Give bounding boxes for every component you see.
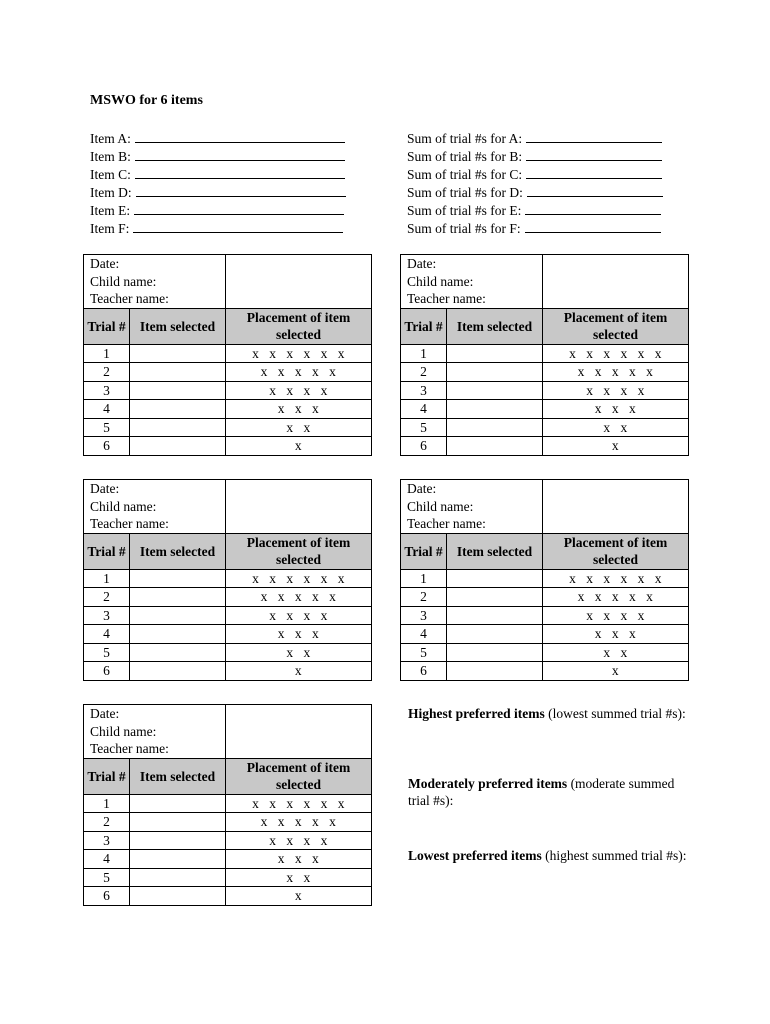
sum-f-row <box>407 220 663 238</box>
date-field[interactable] <box>226 255 372 273</box>
item-selected-header: Item selected <box>130 758 226 794</box>
placement-marks[interactable]: x <box>226 887 372 906</box>
trial-number: 4 <box>84 400 130 419</box>
table-row <box>84 868 372 887</box>
item-list <box>90 130 346 238</box>
item-d-field[interactable] <box>136 184 346 197</box>
trial-number: 6 <box>84 437 130 456</box>
placement-marks[interactable]: x x <box>226 643 372 662</box>
sum-a-field[interactable] <box>526 130 662 143</box>
date-field[interactable] <box>543 480 689 498</box>
teacher-name-label: Teacher name: <box>401 290 543 308</box>
table-row <box>401 418 689 437</box>
trial-sheet-2 <box>400 254 689 456</box>
item-selected-cell[interactable] <box>130 813 226 832</box>
trial-number: 2 <box>84 363 130 382</box>
date-label: Date: <box>84 480 226 498</box>
placement-marks[interactable]: x x x x x <box>226 813 372 832</box>
trial-number: 3 <box>401 381 447 400</box>
lowest-preferred-note <box>408 847 698 864</box>
teacher-name-field[interactable] <box>543 290 689 308</box>
item-a-field[interactable] <box>135 130 345 143</box>
sum-d-label: Sum of trial #s for D: <box>407 185 523 200</box>
item-selected-cell[interactable] <box>447 381 543 400</box>
table-row <box>84 363 372 382</box>
child-name-field[interactable] <box>226 498 372 516</box>
placement-marks[interactable]: x <box>226 437 372 456</box>
child-name-label: Child name: <box>84 498 226 516</box>
item-selected-cell[interactable] <box>447 400 543 419</box>
placement-marks[interactable]: x <box>543 437 689 456</box>
item-selected-cell[interactable] <box>130 794 226 813</box>
highest-preferred-note <box>408 705 698 722</box>
item-selected-cell[interactable] <box>130 831 226 850</box>
item-selected-cell[interactable] <box>447 344 543 363</box>
trial-header: Trial # <box>84 308 130 344</box>
item-selected-cell[interactable] <box>447 588 543 607</box>
trial-number: 5 <box>401 418 447 437</box>
teacher-name-label: Teacher name: <box>84 515 226 533</box>
date-field[interactable] <box>226 705 372 723</box>
trial-header: Trial # <box>401 533 447 569</box>
trial-number: 4 <box>84 850 130 869</box>
table-row <box>401 625 689 644</box>
trial-number: 3 <box>84 381 130 400</box>
teacher-name-field[interactable] <box>226 515 372 533</box>
table-row <box>84 625 372 644</box>
trial-header: Trial # <box>84 758 130 794</box>
item-selected-cell[interactable] <box>130 850 226 869</box>
item-selected-cell[interactable] <box>130 588 226 607</box>
table-row <box>84 381 372 400</box>
placement-marks[interactable]: x x x x x x <box>226 344 372 363</box>
trial-sheet-5 <box>83 704 372 906</box>
item-selected-cell[interactable] <box>447 643 543 662</box>
trial-sheet-4 <box>400 479 689 681</box>
trial-number: 2 <box>84 588 130 607</box>
sum-b-label: Sum of trial #s for B: <box>407 149 523 164</box>
lowest-preferred-heading: Lowest preferred items <box>408 848 542 863</box>
child-name-field[interactable] <box>226 273 372 291</box>
sum-c-label: Sum of trial #s for C: <box>407 167 523 182</box>
moderately-preferred-desc: (moderate summed trial #s): <box>408 776 675 808</box>
teacher-name-field[interactable] <box>226 290 372 308</box>
trial-number: 1 <box>84 794 130 813</box>
placement-marks[interactable]: x x x <box>543 400 689 419</box>
placement-header: Placement of item selected <box>226 758 372 794</box>
item-c-row <box>90 166 346 184</box>
item-selected-cell[interactable] <box>447 418 543 437</box>
trial-number: 1 <box>401 569 447 588</box>
item-selected-header: Item selected <box>130 533 226 569</box>
item-b-row <box>90 148 346 166</box>
placement-marks[interactable]: x x <box>226 418 372 437</box>
item-selected-header: Item selected <box>447 308 543 344</box>
trial-number: 5 <box>84 643 130 662</box>
table-row <box>84 850 372 869</box>
child-name-label: Child name: <box>84 723 226 741</box>
table-row <box>401 606 689 625</box>
table-row <box>84 437 372 456</box>
placement-marks[interactable]: x x x x <box>226 381 372 400</box>
placement-header: Placement of item selected <box>543 533 689 569</box>
item-selected-cell[interactable] <box>130 400 226 419</box>
sum-e-field[interactable] <box>525 202 661 215</box>
item-b-field[interactable] <box>135 148 345 161</box>
trial-number: 4 <box>401 400 447 419</box>
item-c-field[interactable] <box>135 166 345 179</box>
table-row <box>84 887 372 906</box>
table-row <box>84 400 372 419</box>
teacher-name-label: Teacher name: <box>84 290 226 308</box>
item-selected-cell[interactable] <box>130 569 226 588</box>
placement-marks[interactable]: x x <box>226 868 372 887</box>
child-name-field[interactable] <box>543 273 689 291</box>
sum-b-field[interactable] <box>526 148 662 161</box>
sum-c-row <box>407 166 663 184</box>
table-row <box>401 437 689 456</box>
sum-c-field[interactable] <box>526 166 662 179</box>
item-c-label: Item C: <box>90 167 131 182</box>
placement-header: Placement of item selected <box>226 533 372 569</box>
table-row <box>84 418 372 437</box>
page-title: MSWO for 6 items <box>90 93 203 108</box>
trial-number: 4 <box>84 625 130 644</box>
placement-marks[interactable]: x <box>543 662 689 681</box>
date-label: Date: <box>84 255 226 273</box>
table-row <box>401 381 689 400</box>
item-selected-cell[interactable] <box>130 437 226 456</box>
date-label: Date: <box>401 255 543 273</box>
item-selected-cell[interactable] <box>447 606 543 625</box>
trial-number: 6 <box>401 662 447 681</box>
table-row <box>401 344 689 363</box>
placement-marks[interactable]: x x x <box>226 400 372 419</box>
table-row <box>84 643 372 662</box>
item-b-label: Item B: <box>90 149 131 164</box>
placement-marks[interactable]: x x x <box>543 625 689 644</box>
teacher-name-field[interactable] <box>226 740 372 758</box>
table-row <box>84 813 372 832</box>
teacher-name-field[interactable] <box>543 515 689 533</box>
sum-d-row <box>407 184 663 202</box>
sum-list <box>407 130 663 238</box>
trial-number: 6 <box>84 887 130 906</box>
item-a-label: Item A: <box>90 131 131 146</box>
item-selected-cell[interactable] <box>447 437 543 456</box>
table-row <box>84 662 372 681</box>
placement-marks[interactable]: x x x x x <box>543 588 689 607</box>
sum-a-row <box>407 130 663 148</box>
lowest-preferred-desc: (highest summed trial #s): <box>541 848 687 863</box>
table-row <box>401 363 689 382</box>
placement-marks[interactable]: x x x <box>226 850 372 869</box>
placement-marks[interactable]: x x x x x x <box>226 794 372 813</box>
item-d-row <box>90 184 346 202</box>
trial-sheet-1 <box>83 254 372 456</box>
table-row <box>84 794 372 813</box>
table-row <box>401 400 689 419</box>
trial-number: 2 <box>401 588 447 607</box>
item-e-label: Item E: <box>90 203 131 218</box>
sum-a-label: Sum of trial #s for A: <box>407 131 523 146</box>
placement-marks[interactable]: x x x x x x <box>226 569 372 588</box>
child-name-label: Child name: <box>84 273 226 291</box>
trial-number: 1 <box>84 569 130 588</box>
placement-marks[interactable]: x x x x <box>543 381 689 400</box>
child-name-field[interactable] <box>226 723 372 741</box>
item-selected-header: Item selected <box>447 533 543 569</box>
sum-d-field[interactable] <box>527 184 663 197</box>
placement-marks[interactable]: x x x <box>226 625 372 644</box>
table-row <box>84 344 372 363</box>
date-field[interactable] <box>543 255 689 273</box>
item-selected-cell[interactable] <box>130 868 226 887</box>
trial-number: 3 <box>401 606 447 625</box>
placement-marks[interactable]: x x x x x <box>543 363 689 382</box>
sum-e-row <box>407 202 663 220</box>
date-field[interactable] <box>226 480 372 498</box>
item-selected-cell[interactable] <box>130 625 226 644</box>
date-label: Date: <box>401 480 543 498</box>
trial-number: 5 <box>84 868 130 887</box>
item-f-field[interactable] <box>133 220 343 233</box>
item-selected-cell[interactable] <box>130 887 226 906</box>
placement-marks[interactable]: x x x x <box>226 606 372 625</box>
trial-number: 4 <box>401 625 447 644</box>
item-selected-cell[interactable] <box>130 344 226 363</box>
placement-header: Placement of item selected <box>543 308 689 344</box>
item-selected-cell[interactable] <box>447 569 543 588</box>
item-f-row <box>90 220 346 238</box>
placement-marks[interactable]: x x x x x x <box>543 569 689 588</box>
table-row <box>401 643 689 662</box>
trial-number: 2 <box>401 363 447 382</box>
sum-b-row <box>407 148 663 166</box>
placement-marks[interactable]: x x x x x <box>226 588 372 607</box>
item-selected-cell[interactable] <box>130 363 226 382</box>
item-f-label: Item F: <box>90 221 130 236</box>
placement-marks[interactable]: x x <box>543 418 689 437</box>
item-e-field[interactable] <box>134 202 344 215</box>
moderately-preferred-heading: Moderately preferred items <box>408 776 568 791</box>
placement-marks[interactable]: x x <box>543 643 689 662</box>
item-selected-cell[interactable] <box>130 381 226 400</box>
trial-number: 3 <box>84 831 130 850</box>
item-d-label: Item D: <box>90 185 132 200</box>
item-selected-cell[interactable] <box>130 606 226 625</box>
sum-f-label: Sum of trial #s for F: <box>407 221 521 236</box>
highest-preferred-heading: Highest preferred items <box>408 706 545 721</box>
sum-e-label: Sum of trial #s for E: <box>407 203 522 218</box>
table-row <box>84 569 372 588</box>
trial-number: 6 <box>84 662 130 681</box>
table-row <box>84 588 372 607</box>
item-selected-cell[interactable] <box>447 662 543 681</box>
trial-number: 3 <box>84 606 130 625</box>
child-name-label: Child name: <box>401 273 543 291</box>
item-e-row <box>90 202 346 220</box>
trial-number: 1 <box>84 344 130 363</box>
trial-header: Trial # <box>84 533 130 569</box>
table-row <box>401 569 689 588</box>
placement-marks[interactable]: x x x x <box>543 606 689 625</box>
table-row <box>84 831 372 850</box>
table-row <box>401 662 689 681</box>
trial-number: 1 <box>401 344 447 363</box>
item-selected-cell[interactable] <box>130 662 226 681</box>
placement-marks[interactable]: x <box>226 662 372 681</box>
moderately-preferred-note <box>408 775 698 809</box>
teacher-name-label: Teacher name: <box>401 515 543 533</box>
trial-number: 5 <box>84 418 130 437</box>
placement-header: Placement of item selected <box>226 308 372 344</box>
table-row <box>84 606 372 625</box>
item-a-row <box>90 130 346 148</box>
trial-number: 2 <box>84 813 130 832</box>
trial-sheet-3 <box>83 479 372 681</box>
item-selected-cell[interactable] <box>447 363 543 382</box>
placement-marks[interactable]: x x x x x <box>226 363 372 382</box>
child-name-label: Child name: <box>401 498 543 516</box>
item-selected-cell[interactable] <box>130 418 226 437</box>
table-row <box>401 588 689 607</box>
placement-marks[interactable]: x x x x x x <box>543 344 689 363</box>
trial-number: 5 <box>401 643 447 662</box>
trial-number: 6 <box>401 437 447 456</box>
item-selected-cell[interactable] <box>130 643 226 662</box>
item-selected-cell[interactable] <box>447 625 543 644</box>
trial-header: Trial # <box>401 308 447 344</box>
sum-f-field[interactable] <box>525 220 661 233</box>
highest-preferred-desc: (lowest summed trial #s): <box>544 706 686 721</box>
item-selected-header: Item selected <box>130 308 226 344</box>
placement-marks[interactable]: x x x x <box>226 831 372 850</box>
date-label: Date: <box>84 705 226 723</box>
child-name-field[interactable] <box>543 498 689 516</box>
teacher-name-label: Teacher name: <box>84 740 226 758</box>
